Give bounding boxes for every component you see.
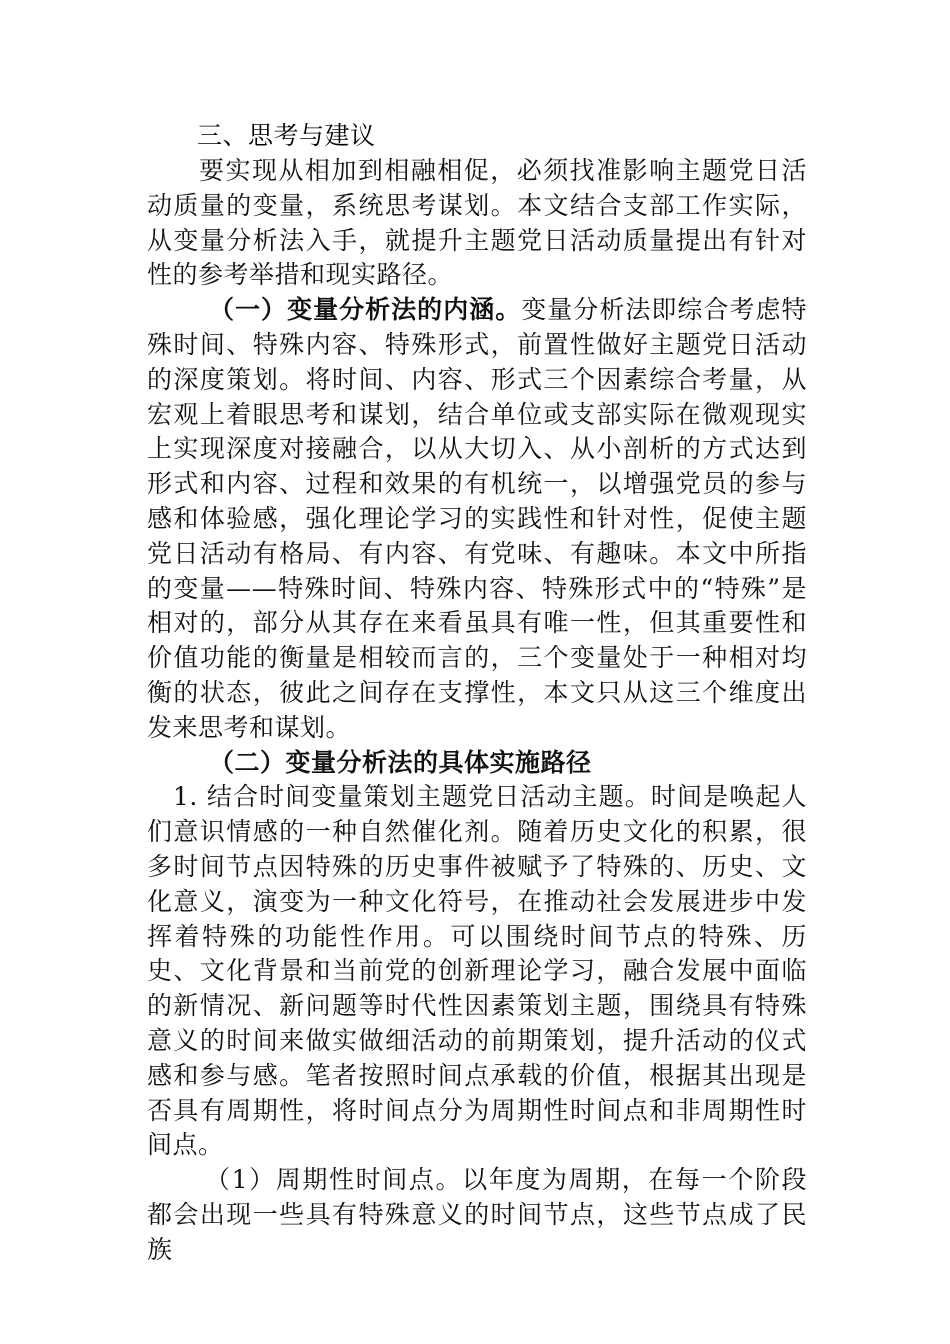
part1-title: （一）变量分析法的内涵。 xyxy=(209,295,522,325)
intro-paragraph: 要实现从相加到相融相促，必须找准影响主题党日活动质量的变量，系统思考谋划。本文结合支部工作实际，从变量分析法入手，就提升主题党日活动质量提出有针对性的参考举措和现实路径。 xyxy=(147,156,807,290)
section-heading: 三、思考与建议 xyxy=(197,121,376,150)
item1-paragraph: 1. 结合时间变量策划主题党日活动主题。时间是唤起人们意识情感的一种自然催化剂。随着历史文化的积累，很多时间节点因特殊的历史事件被赋予了特殊的、历史、文化意义，演变为一种文化符号，在推动社会发展进步中发挥着特殊的功能性作用。可以围绕时间节点的特殊、历史、文化背景和当前党的创新理论学习，融合发展中面临的新情况、新问题等时代性因素策划主题，围绕具有特殊意义的时间来做实做细活动的前期策划，提升活动的仪式感和参与感。笔者按照时间点承载的价值，根据其出现是否具有周期性，将时间点分为周期性时间点和非周期性时间点。 xyxy=(147,782,807,1160)
part1-paragraph xyxy=(147,293,807,745)
document-body xyxy=(147,118,807,1268)
item1-1-paragraph: （1）周期性时间点。以年度为周期，在每一个阶段都会出现一些具有特殊意义的时间节点，这些节点成了民族 xyxy=(147,1165,807,1264)
part1-body: 变量分析法即综合考虑特殊时间、特殊内容、特殊形式，前置性做好主题党日活动的深度策划。将时间、内容、形式三个因素综合考量，从宏观上着眼思考和谋划，结合单位或支部实际在微观现实上实现深度对接融合，以从大切入、从小剖析的方式达到形式和内容、过程和效果的有机统一，以增强党员的参与感和体验感，强化理论学习的实践性和针对性，促使主题党日活动有格局、有内容、有党味、有趣味。本文中所指的变量——特殊时间、特殊内容、特殊形式中的“特殊”是相对的，部分从其存在来看虽具有唯一性，但其重要性和价值功能的衡量是相较而言的，三个变量处于一种相对均衡的状态，彼此之间存在支撑性，本文只从这三个维度出发来思考和谋划。 xyxy=(147,295,807,742)
part2-title: （二）变量分析法的具体实施路径 xyxy=(209,747,592,777)
